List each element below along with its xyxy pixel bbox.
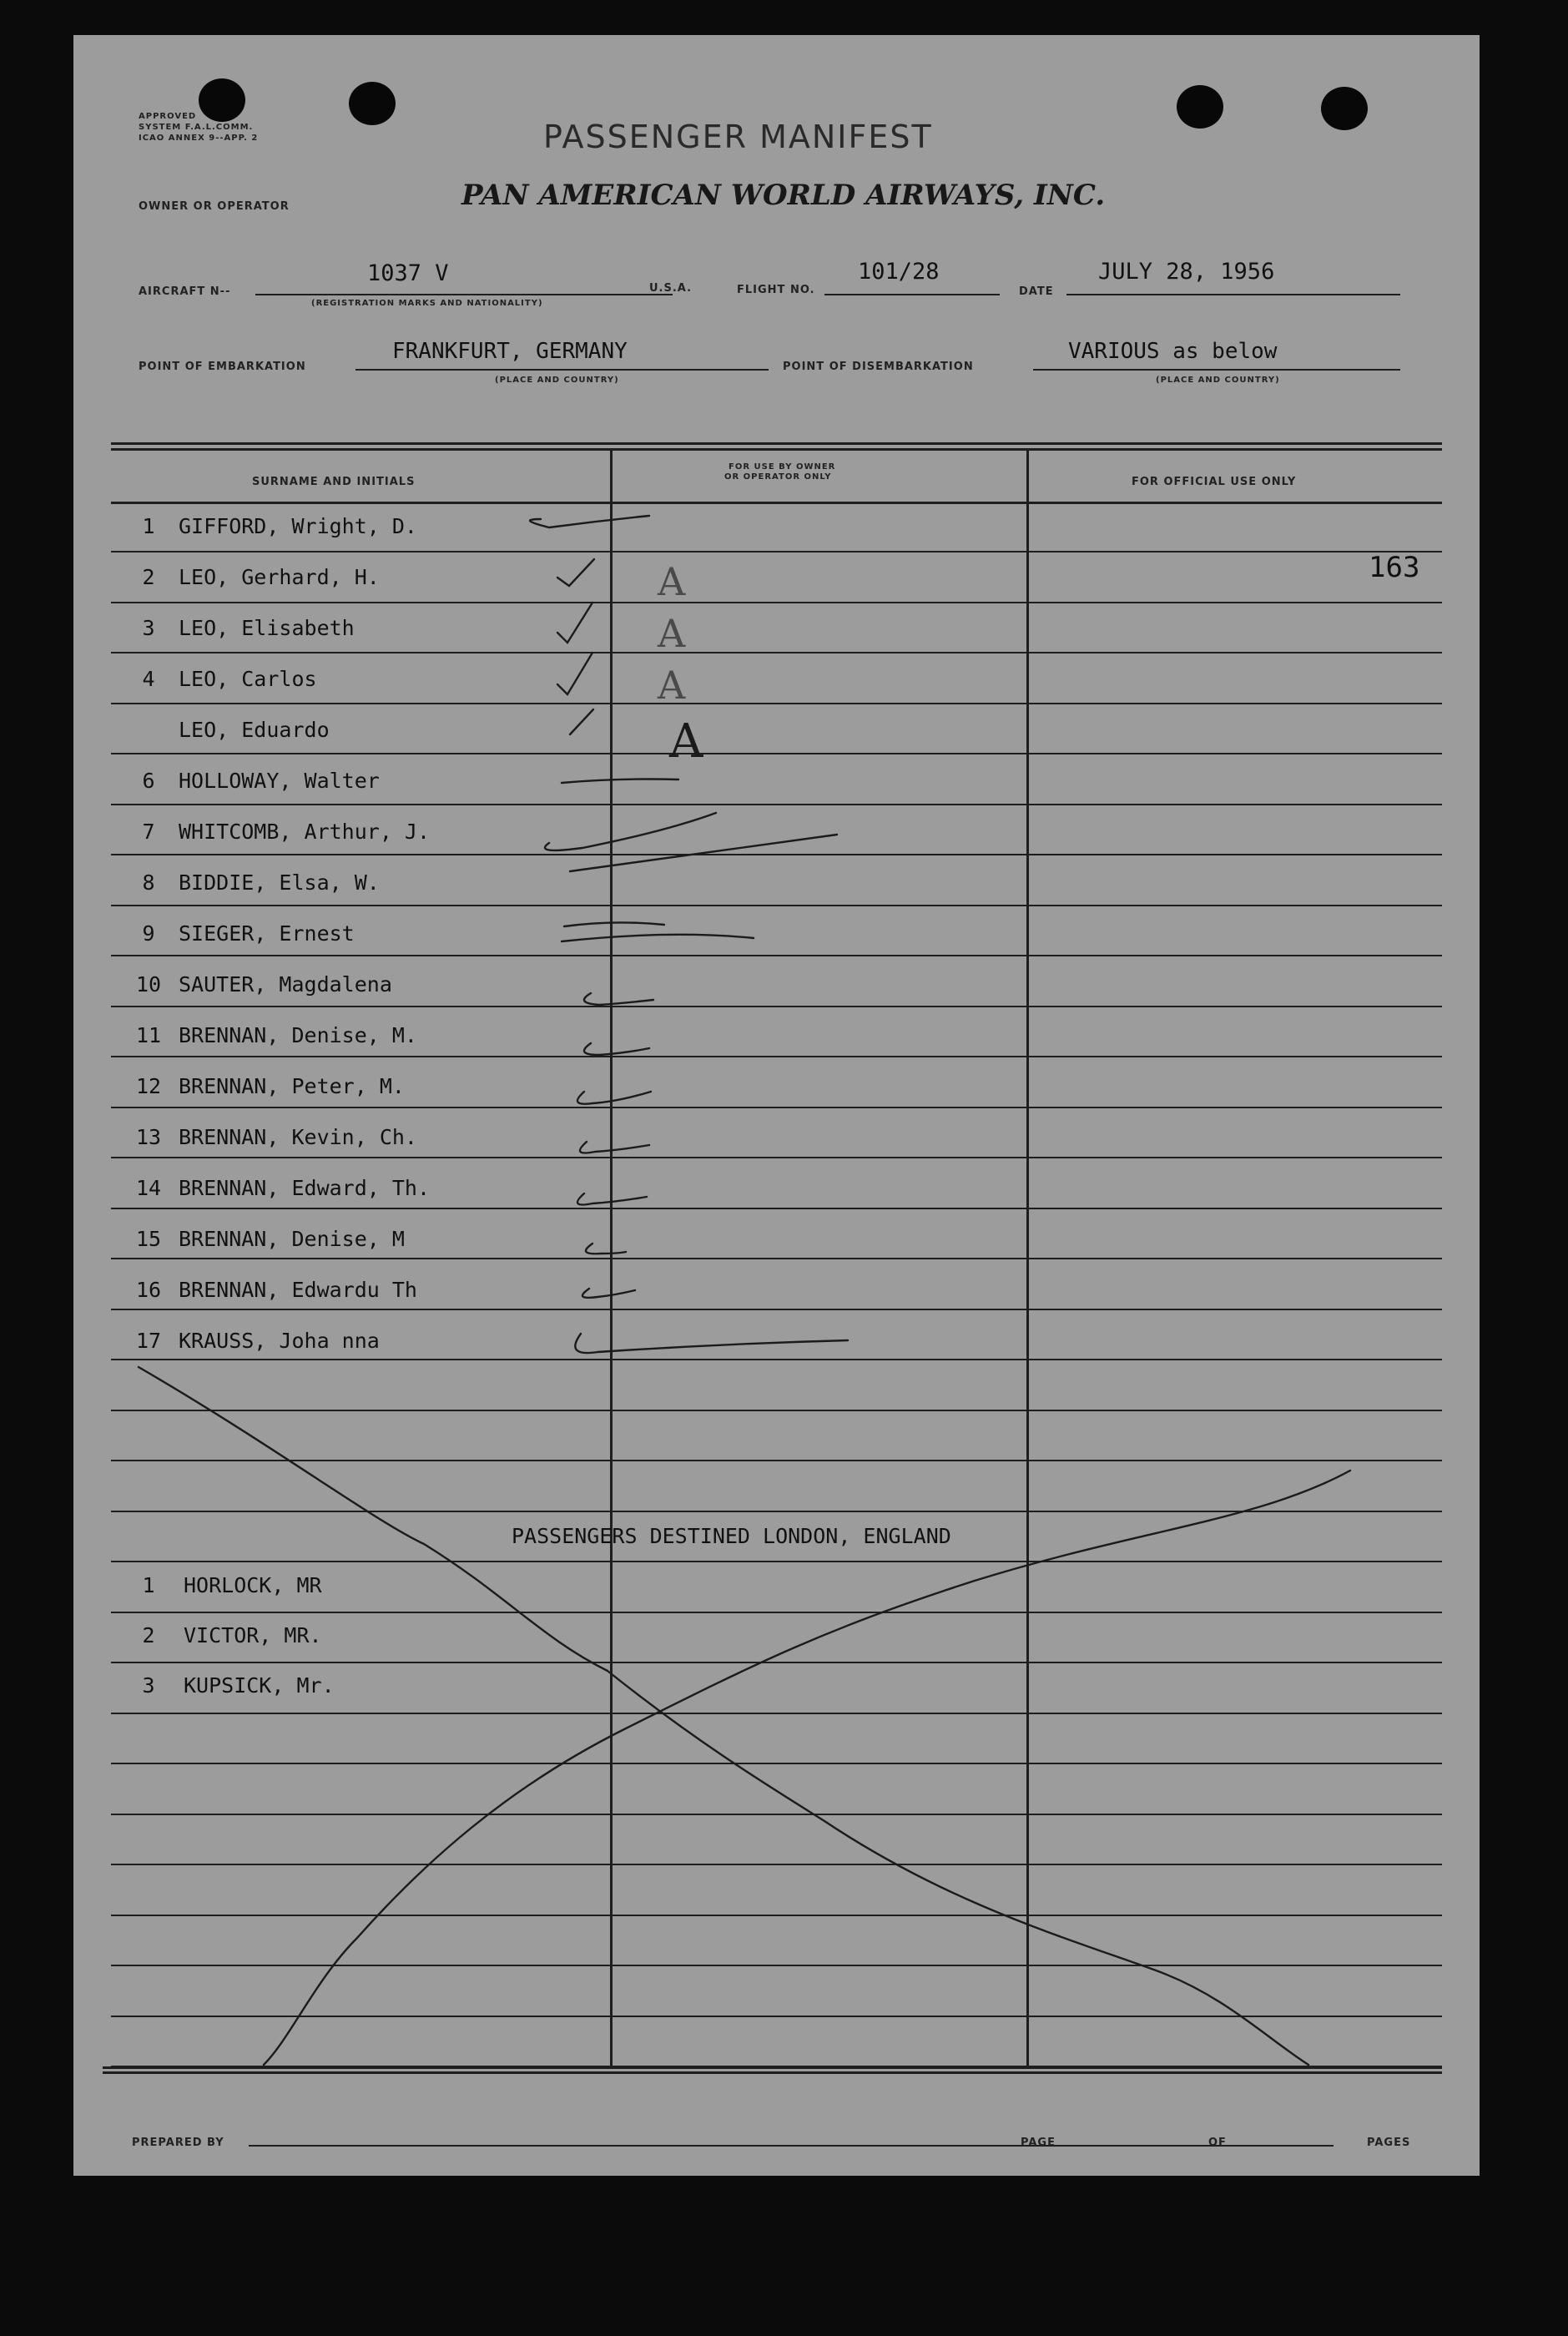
- passenger-number: 17: [135, 1329, 162, 1353]
- passenger-number: 14: [135, 1176, 162, 1200]
- punch-hole: [349, 82, 396, 125]
- passenger-row: [124, 820, 430, 844]
- london-passenger-row: [124, 1573, 322, 1597]
- passenger-name: SAUTER, Magdalena: [179, 972, 392, 996]
- row-rule: [111, 1460, 1442, 1461]
- passenger-row: [124, 769, 380, 793]
- passenger-number: 12: [135, 1074, 162, 1098]
- row-rule: [111, 804, 1442, 805]
- passenger-name: BRENNAN, Edwardu Th: [179, 1278, 417, 1302]
- row-rule: [111, 1107, 1442, 1108]
- prepared-by-underline: [249, 2145, 1083, 2147]
- row-rule: [111, 1359, 1442, 1360]
- row-rule: [111, 1410, 1442, 1411]
- row-rule: [111, 854, 1442, 855]
- row-rule: [111, 1157, 1442, 1158]
- passenger-name: BRENNAN, Denise, M: [179, 1227, 405, 1251]
- passenger-row: [124, 1278, 417, 1302]
- embarkation-caption: (PLACE AND COUNTRY): [495, 376, 619, 385]
- passenger-number: 10: [135, 972, 162, 996]
- passenger-number: 8: [142, 870, 155, 895]
- owner-use-mark: A: [658, 611, 686, 656]
- check-mark: [545, 813, 716, 850]
- flight-label: FLIGHT NO.: [737, 284, 815, 296]
- passenger-number: 15: [135, 1227, 162, 1251]
- row-rule: [111, 1006, 1442, 1007]
- aircraft-value: 1037 V: [367, 260, 449, 286]
- passenger-name: KRAUSS, Joha nna: [179, 1329, 380, 1353]
- cancel-line: [264, 1471, 1350, 2065]
- passenger-number: 2: [142, 565, 155, 589]
- passenger-row: [124, 921, 355, 946]
- passenger-number: 9: [142, 921, 155, 946]
- table-top-rule: [111, 442, 1442, 445]
- owner-use-mark: A: [658, 559, 686, 604]
- row-rule: [111, 753, 1442, 754]
- row-rule: [111, 955, 1442, 956]
- passenger-number: 7: [142, 820, 155, 844]
- column-header-owner-use: OR OPERATOR ONLY: [724, 472, 832, 482]
- passenger-row: [124, 1227, 405, 1251]
- passenger-name: BRENNAN, Edward, Th.: [179, 1176, 431, 1200]
- london-heading: PASSENGERS DESTINED LONDON, ENGLAND: [512, 1524, 951, 1548]
- row-rule: [111, 2016, 1442, 2017]
- owner-label: OWNER OR OPERATOR: [139, 200, 290, 213]
- disembarkation-value: VARIOUS as below: [1068, 339, 1278, 364]
- passenger-name: SIEGER, Ernest: [179, 921, 355, 946]
- row-rule: [111, 602, 1442, 603]
- row-rule: [111, 1965, 1442, 1966]
- row-rule: [111, 703, 1442, 704]
- passenger-name: BRENNAN, Kevin, Ch.: [179, 1125, 417, 1149]
- flight-underline: [824, 294, 1000, 295]
- passenger-row: [124, 1329, 380, 1353]
- passenger-number: 4: [142, 667, 155, 691]
- check-mark: [570, 709, 593, 734]
- passenger-number: 2: [142, 1623, 155, 1647]
- passenger-row: [124, 870, 380, 895]
- aircraft-underline: [255, 294, 673, 295]
- approval-stamp-line: ICAO ANNEX 9--APP. 2: [139, 134, 259, 143]
- owner-value: PAN AMERICAN WORLD AIRWAYS, INC.: [461, 179, 1106, 212]
- passenger-row: [124, 616, 355, 640]
- passenger-name: LEO, Carlos: [179, 667, 317, 691]
- table-bottom-rule: [103, 2066, 1442, 2069]
- embarkation-label: POINT OF EMBARKATION: [139, 361, 306, 373]
- embarkation-underline: [355, 369, 769, 371]
- check-mark: [577, 1092, 651, 1104]
- aircraft-caption: (REGISTRATION MARKS AND NATIONALITY): [311, 299, 543, 308]
- row-rule: [111, 1511, 1442, 1512]
- row-rule: [111, 1612, 1442, 1613]
- row-rule: [111, 551, 1442, 552]
- check-mark: [580, 1142, 649, 1153]
- passenger-name: WHITCOMB, Arthur, J.: [179, 820, 431, 844]
- row-rule: [111, 652, 1442, 653]
- passenger-name: VICTOR, MR.: [184, 1623, 322, 1647]
- check-mark: [575, 1334, 848, 1353]
- prepared-by-label: PREPARED BY: [132, 2137, 224, 2149]
- owner-use-mark: A: [669, 714, 703, 769]
- passenger-name: HOLLOWAY, Walter: [179, 769, 380, 793]
- london-passenger-row: [124, 1623, 322, 1647]
- manifest-sheet: [73, 35, 1480, 2176]
- disembarkation-underline: [1033, 369, 1400, 371]
- check-mark: [584, 1043, 649, 1055]
- page-label: PAGE: [1021, 2137, 1056, 2149]
- passenger-name: LEO, Elisabeth: [179, 616, 355, 640]
- approval-stamp-line: SYSTEM F.A.L.COMM.: [139, 123, 254, 132]
- passenger-number: 1: [142, 1573, 155, 1597]
- column-header-owner-use: FOR USE BY OWNER: [729, 462, 836, 472]
- check-mark: [584, 993, 653, 1005]
- passenger-number: 3: [142, 1673, 155, 1698]
- disembarkation-caption: (PLACE AND COUNTRY): [1156, 376, 1280, 385]
- owner-use-mark: A: [658, 663, 686, 708]
- check-mark: [562, 935, 754, 941]
- check-mark: [557, 559, 594, 586]
- passenger-row: [124, 972, 392, 996]
- passenger-name: KUPSICK, Mr.: [184, 1673, 335, 1698]
- row-rule: [111, 1814, 1442, 1815]
- row-rule: [111, 1208, 1442, 1209]
- row-rule: [111, 1258, 1442, 1259]
- date-label: DATE: [1019, 285, 1054, 298]
- row-rule: [111, 1915, 1442, 1916]
- pages-label: PAGES: [1367, 2137, 1411, 2149]
- passenger-number: 6: [142, 769, 155, 793]
- passenger-name: BRENNAN, Denise, M.: [179, 1023, 417, 1047]
- london-passenger-row: [124, 1673, 335, 1698]
- punch-hole: [1177, 85, 1223, 129]
- passenger-name: BRENNAN, Peter, M.: [179, 1074, 405, 1098]
- row-rule: [111, 1561, 1442, 1562]
- passenger-number: 13: [135, 1125, 162, 1149]
- punch-hole: [1321, 87, 1368, 130]
- aircraft-label: AIRCRAFT N--: [139, 285, 231, 298]
- passenger-row: [124, 1125, 417, 1149]
- row-rule: [111, 1056, 1442, 1057]
- column-header-official-use: FOR OFFICIAL USE ONLY: [1132, 476, 1297, 488]
- table-top-rule: [111, 448, 1442, 451]
- embarkation-value: FRANKFURT, GERMANY: [392, 339, 628, 364]
- row-rule: [111, 905, 1442, 906]
- date-underline: [1066, 294, 1400, 295]
- page-title: PASSENGER MANIFEST: [543, 119, 933, 155]
- passenger-name: GIFFORD, Wright, D.: [179, 514, 417, 538]
- check-mark: [557, 603, 592, 643]
- passenger-name: HORLOCK, MR: [184, 1573, 322, 1597]
- passenger-number: 11: [135, 1023, 162, 1047]
- row-rule: [111, 1309, 1442, 1310]
- row-rule: [111, 1864, 1442, 1865]
- check-mark: [586, 1244, 626, 1254]
- passenger-name: LEO, Eduardo: [179, 718, 330, 742]
- passenger-number: 16: [135, 1278, 162, 1302]
- check-mark: [562, 780, 678, 784]
- aircraft-country: U.S.A.: [649, 282, 693, 295]
- check-mark: [582, 1289, 635, 1298]
- cancel-line: [139, 1367, 1308, 2065]
- table-bottom-rule: [103, 2071, 1442, 2074]
- row-rule: [111, 1662, 1442, 1663]
- check-mark: [530, 516, 649, 527]
- passenger-row: [124, 718, 330, 742]
- flight-value: 101/28: [858, 259, 940, 285]
- of-label: OF: [1208, 2137, 1227, 2149]
- passenger-row: [124, 1074, 405, 1098]
- passenger-row: [124, 1176, 430, 1200]
- passenger-row: [124, 565, 380, 589]
- row-rule: [111, 1763, 1442, 1764]
- punch-hole: [199, 78, 245, 122]
- table-header-rule: [111, 502, 1442, 504]
- passenger-name: BIDDIE, Elsa, W.: [179, 870, 380, 895]
- passenger-name: LEO, Gerhard, H.: [179, 565, 380, 589]
- passenger-number: 3: [142, 616, 155, 640]
- check-mark: [557, 653, 592, 694]
- date-value: JULY 28, 1956: [1098, 259, 1275, 285]
- approval-stamp-line: APPROVED: [139, 112, 197, 121]
- passenger-row: [124, 1023, 417, 1047]
- column-header-surname: SURNAME AND INITIALS: [252, 476, 416, 488]
- disembarkation-label: POINT OF DISEMBARKATION: [783, 361, 974, 373]
- passenger-number: 1: [142, 514, 155, 538]
- of-underline: [1233, 2145, 1334, 2147]
- passenger-row: [124, 514, 417, 538]
- row-rule: [111, 1713, 1442, 1714]
- check-mark: [564, 922, 664, 926]
- official-note: 163: [1369, 551, 1420, 584]
- passenger-row: [124, 667, 317, 691]
